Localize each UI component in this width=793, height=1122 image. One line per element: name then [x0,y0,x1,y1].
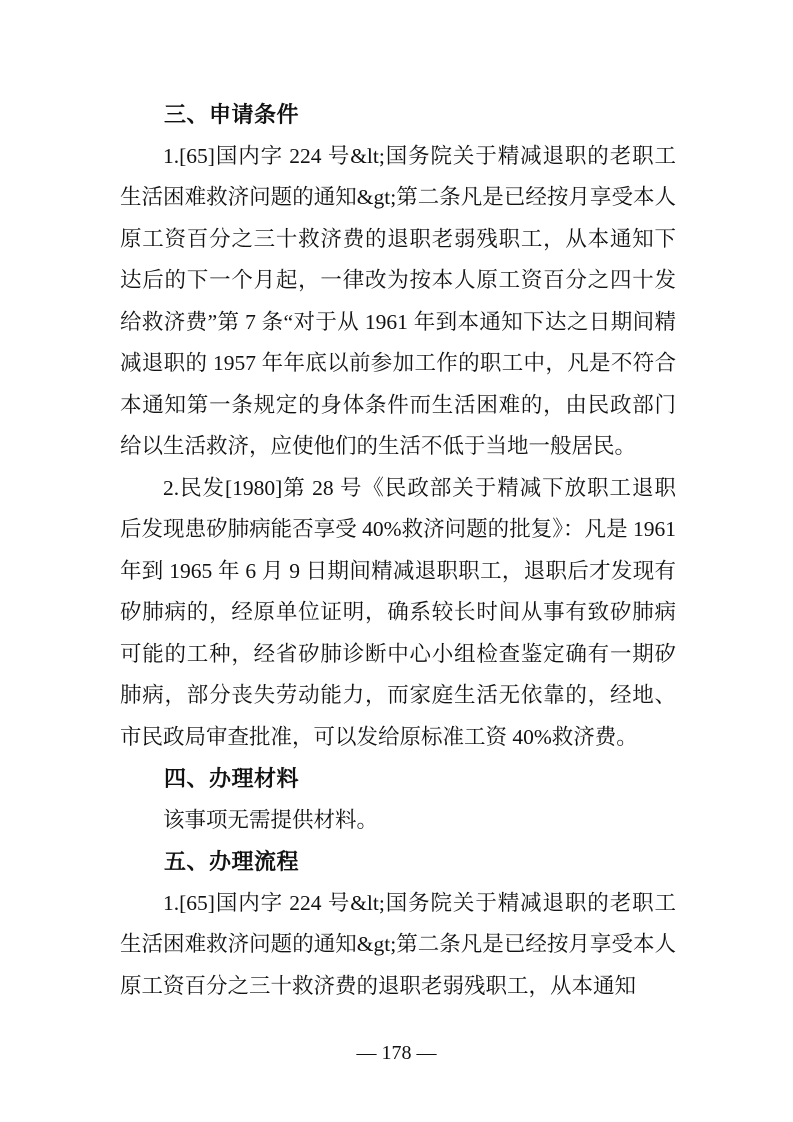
page-number: — 178 — [356,1042,437,1064]
section-heading-processing-flow: 五、办理流程 [164,849,300,874]
paragraph-condition-2: 2.民发[1980]第 28 号《民政部关于精减下放职工退职后发现患矽肺病能否享受 40%救济问题的批复》：凡是 1961 年到 1965 年 6 月 9 日期间精减退职职工，退职后才发现有矽肺病的，经原单位证明，确系较长时间从事有致矽肺病可能的工种，经省矽肺诊断中心小组检查鉴定确有一期矽肺病，部分丧失劳动能力，而家庭生活无依靠的，经地、市民政局审查批准，可以发给原标准工资 40%救济费。 [120,475,676,749]
section-heading-required-materials: 四、办理材料 [164,766,300,791]
paragraph-materials: 该事项无需提供材料。 [163,807,379,832]
paragraph-condition-1: 1.[65]国内字 224 号&lt;国务院关于精减退职的老职工生活困难救济问题的通知&gt;第二条凡是已经按月享受本人原工资百分之三十救济费的退职老弱残职工，从本通知下达后的下一个月起，一律改为按本人原工资百分之四十发给救济费”第 7 条“对于从 1961 年到本通知下达之日期间精减退职的 1957 年年底以前参加工作的职工中，凡是不符合本通知第一条规定的身体条件而生活困难的，由民政部门给以生活救济，应使他们的生活不低于当地一般居民。 [120,143,676,458]
paragraph-process-1: 1.[65]国内字 224 号&lt;国务院关于精减退职的老职工生活困难救济问题的通知&gt;第二条凡是已经按月享受本人原工资百分之三十救济费的退职老弱残职工，从本通知 [120,890,676,998]
document-content [120,94,676,1007]
section-heading-application-conditions: 三、申请条件 [164,102,300,127]
